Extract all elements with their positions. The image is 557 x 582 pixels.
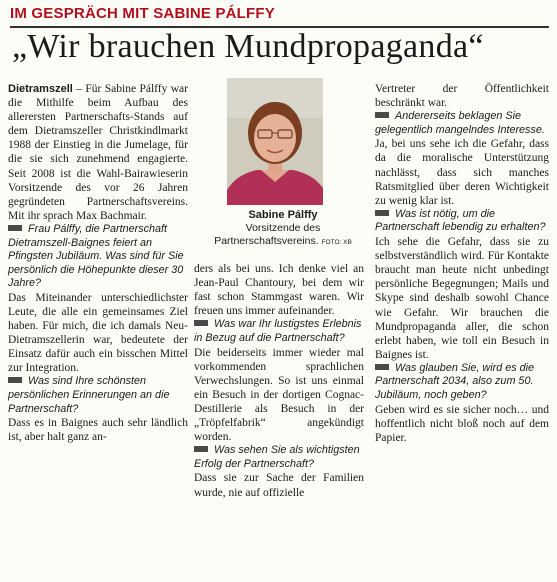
question-6: Was ist nötig, um die Partnerschaft lebendig zu erhalten?: [375, 207, 546, 234]
question-bar-icon: [375, 112, 389, 118]
photo-caption: [197, 209, 369, 249]
answer-7: Geben wird es sie sicher noch… und hoffentlich nicht bloß noch auf dem Papier.: [375, 403, 549, 444]
question-bar-icon: [194, 446, 208, 452]
article-kicker: IM GESPRÄCH MIT SABINE PÁLFFY: [10, 5, 275, 22]
question-bar-icon: [8, 377, 22, 383]
question-4: Was sehen Sie als wichtigsten Erfolg der Partnerschaft?: [194, 444, 360, 470]
question-7: Was glauben Sie, wird es die Partnerschaft 2034, also zum 50. Jubiläum, noch geben?: [375, 361, 535, 402]
answer-6: Ich sehe die Gefahr, dass sie zu selbstverständlich wird. Für Kontakte braucht man heute nicht unbedingt persönliche Begegnungen; Mails und Skype sind deshalb sowohl Chance wie Gefahr. Wir brauchen die Mundpropaganda aller, die schon erlebt haben, wie toll ein Besuch in Baignes ist.: [375, 236, 549, 361]
intro-paragraph: Dietramszell – Für Sabine Pálffy war die Mithilfe beim Aufbau des allerersten Partnerschafts-Stands auf dem Dietramszeller Christkindlmarkt 1988 der Einstieg in die Jumelage, für die sie sich zunehmend engagierte. Seit 2008 ist die Wahl-Bairawieserin Vorsitzende des vor 26 Jahren gegründeten Partnerschaftsvereins. Mit ihr sprach Max Bachmair.: [8, 83, 188, 222]
caption-line-2: Partnerschaftsvereins. FOTO: XB: [214, 235, 352, 247]
photo-credit: FOTO: XB: [321, 239, 352, 246]
question-1: Frau Pálffy, die Partnerschaft Dietramszell-Baignes feiert an Pfingsten Jubiläum. Was sind für Sie persönlich die Höhepunkte dieser 30 Jahre?: [8, 222, 184, 290]
portrait-photo-icon: [227, 78, 323, 205]
portrait-photo: [227, 78, 323, 205]
question-5: Andererseits beklagen Sie gelegentlich mangelndes Interesse.: [375, 110, 545, 136]
question-bar-icon: [8, 225, 22, 231]
caption-line-1: Vorsitzende des: [245, 222, 321, 234]
question-3: Was war Ihr lustigstes Erlebnis in Bezug auf die Partnerschaft?: [194, 318, 362, 344]
dateline: Dietramszell: [8, 83, 73, 95]
column-3: [375, 82, 549, 445]
question-2: Was sind Ihre schönsten persönlichen Erinnerungen an die Partnerschaft?: [8, 375, 170, 415]
answer-4-continued: Vertreter der Öffentlichkeit beschränkt war.: [375, 83, 549, 110]
answer-4: Dass sie zur Sache der Familien wurde, nie auf offizielle: [194, 472, 364, 499]
question-bar-icon: [375, 210, 389, 216]
answer-3: Die beiderseits immer wieder mal vorkommenden sprachlichen Verwechslungen. So ist uns einmal ein Besuch in der dortigen Cognac-Destillerie als Besuch in der „Tröpfelfabrik“ angekündigt worden.: [194, 346, 364, 444]
column-1: [8, 82, 188, 444]
answer-2-continued: ders als bei uns. Ich denke viel an Jean-Paul Chantoury, bei dem wir fast schon Stammgast waren. Wir freuen uns immer aufeinander.: [194, 263, 364, 318]
answer-2: Dass es in Baignes auch sehr ländlich ist, aber halt ganz an-: [8, 417, 188, 444]
answer-5: Ja, bei uns sehe ich die Gefahr, dass da die moralische Unterstützung nachlässt, dass sich manches Ratsmitglied über deren Wichtigkeit zu wenig klar ist.: [375, 138, 549, 207]
answer-1: Das Miteinander unterschiedlichster Leute, die alle ein gemeinsames Ziel haben. Für mich, die ich damals Neu-Dietramszellerin war, bedeutete der Einsatz dafür auch ein bisschen Mittel zur Integration.: [8, 291, 188, 375]
article-headline: „Wir brauchen Mundpropaganda“: [12, 28, 484, 65]
column-2: [194, 262, 364, 500]
question-bar-icon: [375, 364, 389, 370]
question-bar-icon: [194, 320, 208, 326]
caption-name: Sabine Pálffy: [248, 209, 318, 221]
